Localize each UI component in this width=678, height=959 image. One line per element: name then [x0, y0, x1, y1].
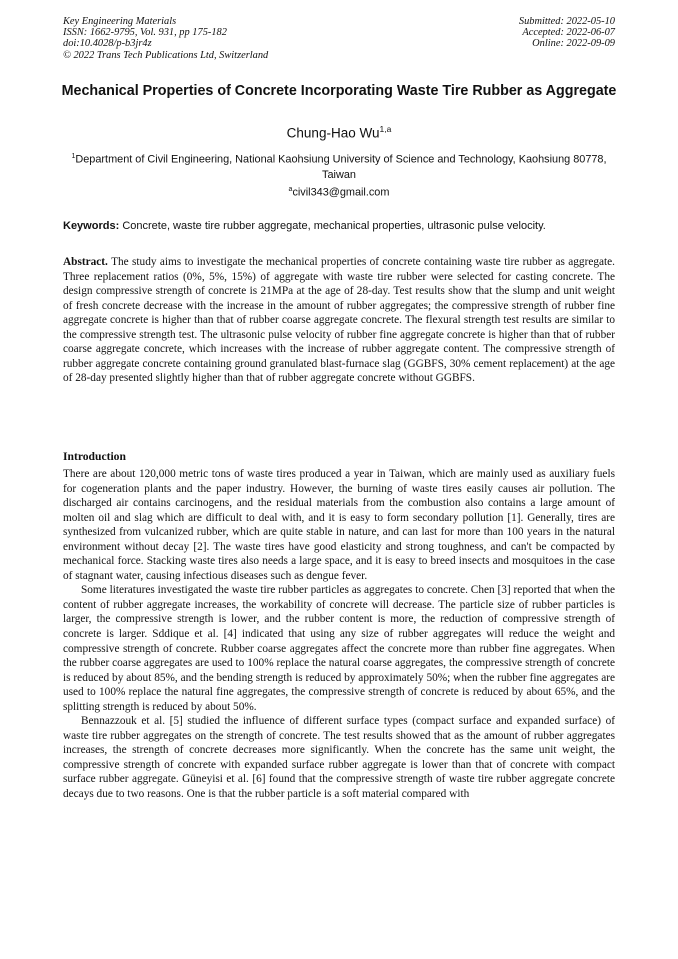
intro-paragraph-3: Bennazzouk et al. [5] studied the influence of different surface types (compact surface and expanded surface) of waste tire rubber aggregates on the strength of concrete. The test results showed that as the amount of rubber aggregates increases, the strength of concrete decreases more significantly. When the concrete has the same unit weight, the compressive strength of concrete with expanded surface rubber aggregate is lower than that of concrete with compact surface rubber aggregate. Güneyisi et al. [6] found that the compressive strength of waste tire rubber aggregate concrete decays due to two reasons. One is that the rubber particle is a soft material compared with	[63, 715, 615, 801]
affiliation	[70, 149, 608, 183]
email-superscript: a	[288, 186, 293, 193]
abstract	[63, 255, 615, 386]
issn-volume: ISSN: 1662-9795, Vol. 931, pp 175-182	[63, 27, 227, 39]
abstract-text: The study aims to investigate the mechanical properties of concrete containing waste tire rubber as aggregate. Three replacement ratios (0%, 5%, 15%) of aggregate with waste tire rubber were selected for casting concrete. The design compressive strength of concrete is 21MPa at the age of 28-day. Test results show that the slump and unit weight of fresh concrete decrease with the increase in the amount of rubber aggregates; the compressive strength of rubber fine aggregate concrete is higher than that of rubber coarse aggregate concrete. The flexural strength test results are similar to the compressive strength test. The ultrasonic pulse velocity of rubber fine aggregate concrete is higher than that of rubber coarse aggregate concrete, which increases with the increase of rubber aggregate content. The compressive strength of rubber aggregate concrete containing ground granulated blast-furnace slag (GGBFS, 30% cement replacement) at the age of 28-day presented slightly higher than that of rubber aggregate concrete without GGBFS.	[63, 256, 616, 385]
keywords-label: Keywords:	[63, 220, 120, 232]
keywords	[63, 220, 615, 232]
intro-paragraph-1: There are about 120,000 metric tons of waste tires produced a year in Taiwan, which are mainly used as auxiliary fuels for cogeneration plants and the paper industry. However, the burning of waste tires easily causes air pollution. The discharged air contains carcinogens, and the residual materials from the combustion also contains a large amount of molten oil and slag which are difficult to deal with, and it is easy to form secondary pollution [1]. Generally, tires are synthesized from vulcanized rubber, which are quite stable in nature, and can last for more than 100 years in the natural environment without decay [2]. The waste tires have good elasticity and strong toughness, and can't be compacted by mechanical force. Stacking waste tires also needs a large space, and it is easy to breed insects and mosquitoes in the case of stagnant water, causing infectious diseases such as dengue fever.	[63, 468, 615, 582]
affiliation-text: Department of Civil Engineering, National Kaohsiung University of Science and Technology, Kaohsiung 80778, Taiwan	[75, 153, 607, 181]
author-name: Chung-Hao Wu	[286, 125, 380, 141]
paper-title: Mechanical Properties of Concrete Incorporating Waste Tire Rubber as Aggregate	[61, 83, 617, 99]
introduction-heading: Introduction	[63, 450, 126, 463]
copyright: © 2022 Trans Tech Publications Ltd, Switzerland	[63, 49, 269, 61]
doi-link[interactable]: doi:10.4028/p-b3jr4z	[63, 38, 152, 50]
affiliation-superscript: 1	[71, 153, 76, 160]
intro-paragraph-2: Some literatures investigated the waste tire rubber particles as aggregates to concrete. Chen [3] reported that when the content of rubber aggregate increases, the workability of concrete will decrease. The particle size of rubber particles is larger, the compressive strength is lower, and the rubber content is more, the reduction of compressive strength of concrete is larger. Sddique et al. [4] indicated that using any size of rubber aggregates will reduce the weight and compressive strength of concrete. Rubber coarse aggregates affect the concrete more than rubber fine aggregates. When the rubber coarse aggregates are used to 100% replace the natural coarse aggregates, the compressive strength of concrete is reduced by about 85%, and the bending strength is reduced by approximately 50%; when the rubber fine aggregates are used to 100% replace the natural fine aggregates, the compressive strength of concrete is reduced by about 65%, and the splitting strength is reduced by about 50%.	[63, 584, 615, 713]
submitted-date: Submitted: 2022-05-10	[518, 16, 615, 27]
abstract-label: Abstract.	[63, 256, 108, 268]
journal-name: Key Engineering Materials	[63, 16, 177, 27]
introduction-body	[63, 467, 615, 802]
online-date: Online: 2022-09-09	[532, 38, 615, 50]
email-address[interactable]: civil343@gmail.com	[292, 186, 390, 199]
author-line	[60, 124, 618, 141]
email-line	[60, 186, 618, 199]
accepted-date: Accepted: 2022-06-07	[522, 27, 615, 39]
author-superscript: 1,a	[379, 124, 392, 134]
journal-info	[63, 16, 268, 61]
keywords-text: Concrete, waste tire rubber aggregate, mechanical properties, ultrasonic pulse velocity.	[122, 220, 546, 232]
publication-dates	[519, 16, 615, 50]
